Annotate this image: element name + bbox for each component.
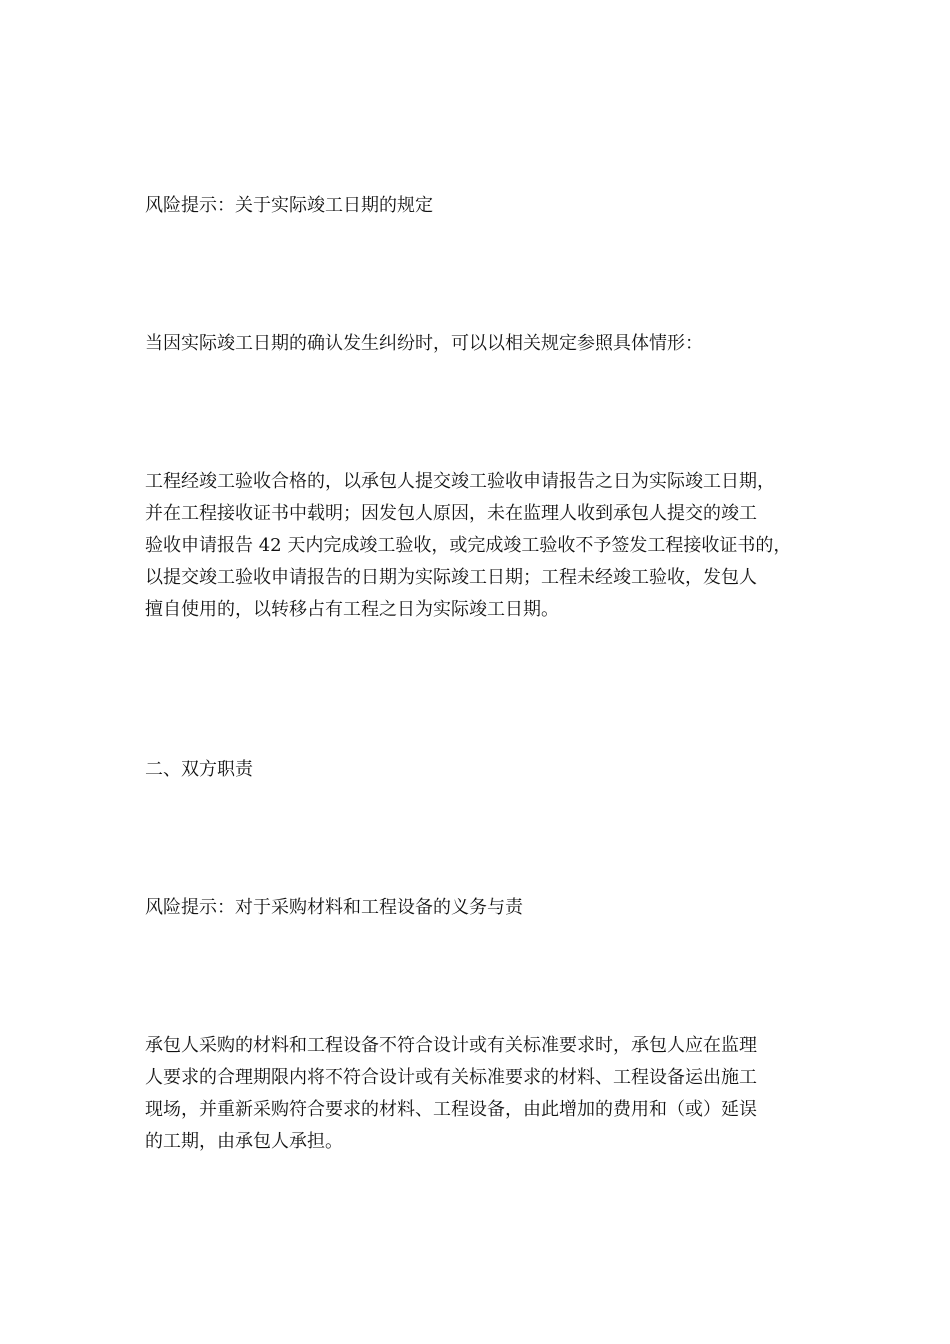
paragraph-line: 现场，并重新采购符合要求的材料、工程设备，由此增加的费用和（或）延误 <box>145 1099 757 1120</box>
heading-text: 风险提示：对于采购材料和工程设备的义务与责 <box>145 897 523 918</box>
risk-heading-materials <box>145 892 825 924</box>
risk-heading-completion-date <box>145 190 825 222</box>
paragraph-line: 擅自使用的，以转移占有工程之日为实际竣工日期。 <box>145 599 559 620</box>
paragraph-line: 人要求的合理期限内将不符合设计或有关标准要求的材料、工程设备运出施工 <box>145 1067 757 1088</box>
intro-text: 当因实际竣工日期的确认发生纠纷时，可以以相关规定参照具体情形： <box>145 333 703 354</box>
paragraph-line: 并在工程接收证书中载明；因发包人原因，未在监理人收到承包人提交的竣工 <box>145 503 757 524</box>
paragraph-materials <box>145 1030 825 1158</box>
paragraph-line: 的工期，由承包人承担。 <box>145 1131 343 1152</box>
paragraph-line: 承包人采购的材料和工程设备不符合设计或有关标准要求时，承包人应在监理 <box>145 1035 757 1056</box>
intro-completion-date <box>145 328 825 360</box>
section-title-text: 二、双方职责 <box>145 759 253 780</box>
paragraph-line: 以提交竣工验收申请报告的日期为实际竣工日期；工程未经竣工验收，发包人 <box>145 567 757 588</box>
heading-text: 风险提示：关于实际竣工日期的规定 <box>145 195 433 216</box>
section-two-title <box>145 754 825 786</box>
paragraph-completion-date <box>145 466 825 626</box>
paragraph-line: 工程经竣工验收合格的，以承包人提交竣工验收申请报告之日为实际竣工日期， <box>145 471 775 492</box>
paragraph-line: 验收申请报告 42 天内完成竣工验收，或完成竣工验收不予签发工程接收证书的， <box>145 535 792 556</box>
